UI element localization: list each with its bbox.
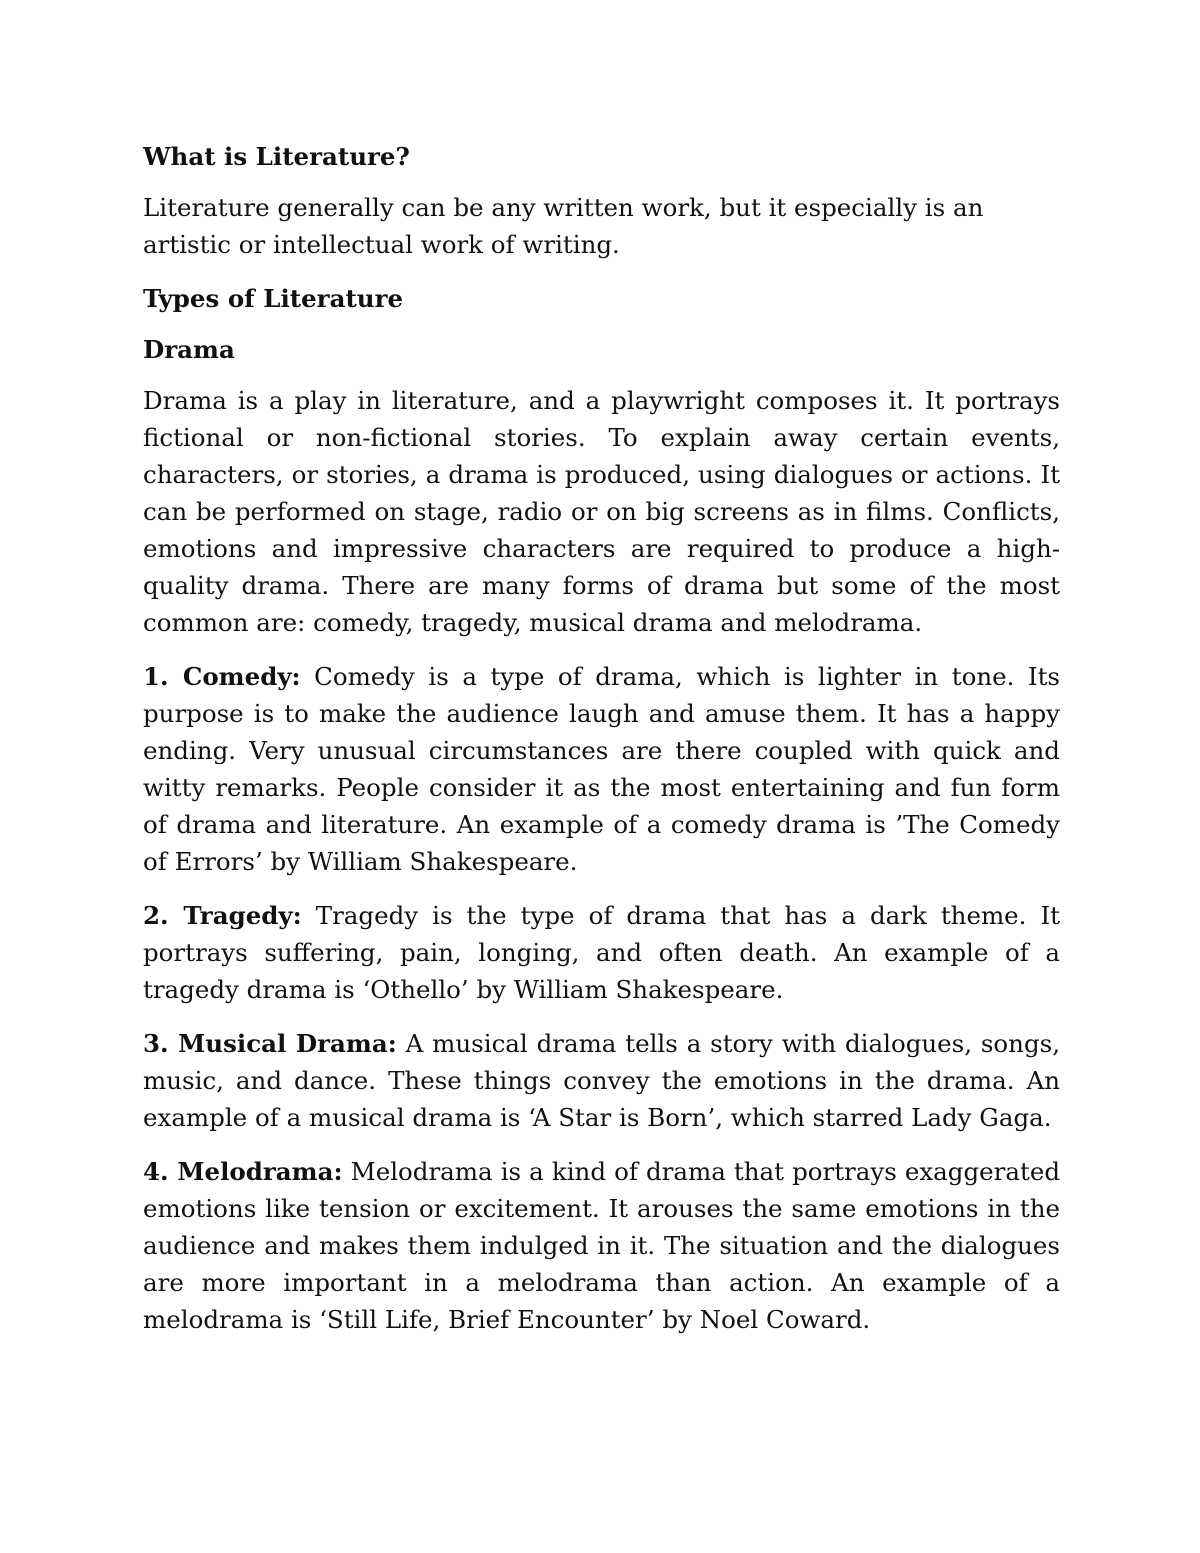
- item-text: Melodrama is a kind of drama that portrays exaggerated emotions like tension or excitement. It arouses the same emotions in the audience and makes them indulged in it. The situation and the dialogues are more important in a melodrama than action. An example of a melodrama is ‘Still Life, Brief Encounter’ by Noel Coward.: [143, 1157, 1061, 1334]
- item-label: 3. Musical Drama:: [143, 1029, 397, 1058]
- heading-types-of-literature: Types of Literature: [143, 284, 404, 313]
- heading-drama: Drama: [143, 335, 235, 364]
- list-item-musical-drama: [143, 1025, 1060, 1136]
- item-label: 2. Tragedy:: [143, 901, 302, 930]
- item-text: A musical drama tells a story with dialogues, songs, music, and dance. These things convey the emotions in the drama. An example of a musical drama is ‘A Star is Born’, which starred Lady Gaga.: [143, 1029, 1061, 1132]
- list-item-melodrama: [143, 1153, 1060, 1338]
- document-page: [143, 138, 1060, 1355]
- heading-what-is-literature: What is Literature?: [143, 142, 410, 171]
- item-label: 4. Melodrama:: [143, 1157, 343, 1186]
- list-item-tragedy: [143, 897, 1060, 1008]
- item-label: 1. Comedy:: [143, 662, 301, 691]
- drama-paragraph: Drama is a play in literature, and a playwright composes it. It portrays fictional or non-fictional stories. To explain away certain events, characters, or stories, a drama is produced, using dialogues or actions. It can be performed on stage, radio or on big screens as in films. Conflicts, emotions and impressive characters are required to produce a high-quality drama. There are many forms of drama but some of the most common are: comedy, tragedy, musical drama and melodrama.: [143, 386, 1060, 637]
- item-text: Comedy is a type of drama, which is lighter in tone. Its purpose is to make the audience laugh and amuse them. It has a happy ending. Very unusual circumstances are there coupled with quick and witty remarks. People consider it as the most entertaining and fun form of drama and literature. An example of a comedy drama is ’The Comedy of Errors’ by William Shakespeare.: [143, 662, 1060, 876]
- list-item-comedy: [143, 658, 1060, 880]
- item-text: Tragedy is the type of drama that has a dark theme. It portrays suffering, pain, longing, and often death. An example of a tragedy drama is ‘Othello’ by William Shakespeare.: [143, 901, 1061, 1004]
- intro-paragraph: Literature generally can be any written work, but it especially is an artistic or intellectual work of writing.: [143, 193, 984, 259]
